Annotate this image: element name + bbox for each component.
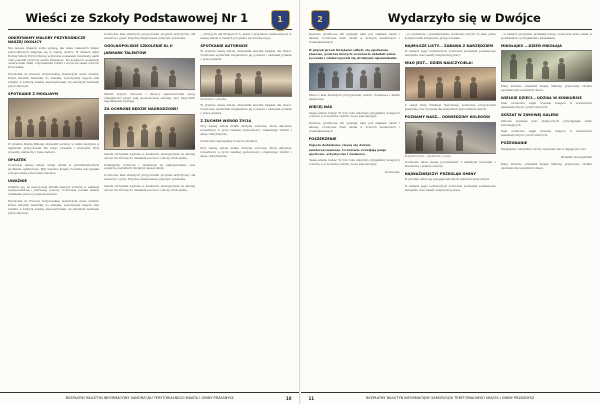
paragraph: Uczniowie klas starszych przygotowali program artystyczny dla seniorów i gości. Wspólne świętowanie połączyło pokolenia.: [104, 173, 196, 182]
photo-award-ceremony: [104, 114, 195, 150]
photo-poet-meeting: [405, 122, 496, 154]
paragraph: W grudniu odbył się przegląd szkolnych talentów muzycznych.: [404, 177, 491, 182]
left-col-2: [104, 33, 195, 390]
paragraph: Pierwsze grudniowe dni upłynęły nam pod znakiem nauki i zabawy. Uczniowie brali udział w licznych konkursach i przedstawieniach.: [308, 33, 400, 44]
heading: OPŁATEK: [8, 158, 27, 162]
right-col-1: [309, 33, 400, 390]
left-col-1: [8, 33, 99, 390]
paragraph: W grudniu naszą szkołę odwiedziła autorka książek dla dzieci. Uczniowie wysłuchali fragmentów jej powieści i zadawali pytania o pracę pisarza.: [200, 49, 292, 62]
paragraph: Młodzi artyści, tancerze i muzycy zaprezentowali swoje umiejętności przed całą społecznością szkolną. Jury nagrodziło najciekawsze występy.: [104, 91, 196, 104]
signature: Uczniowie: [384, 169, 400, 174]
page-gutter: [299, 0, 301, 404]
heading: SKRZAT W ZIMOWEJ GALERII: [500, 113, 559, 118]
paragraph: Szkoła otrzymała nagrodę w konkursie ekologicznym za zbiórkę surowców wtórnych i działania na rzecz ochrony środowiska.: [104, 151, 196, 160]
lead-paragraph: Zajęcia dodatkowe cieszą się dużym zainteresowaniem. Uczniowie rozwijają pasje sportowe, artystyczne i naukowe.: [308, 143, 387, 156]
paragraph: Nasi uczniowie zajęli wysokie miejsca w konkursach matematycznych i przyrodniczych.: [500, 129, 593, 138]
right-page: [301, 0, 600, 404]
paragraph: W grudniu naszą szkołę odwiedziła autorka książek dla dzieci. Uczniowie wysłuchali fragmentów jej powieści i zadawali pytania o pracę pisarza.: [200, 103, 292, 116]
paragraph: Ostatnio się, że nauczyciele szkolili naszych uczniów w zakresie bezpieczeństwa i pierwszej pomocy. Uczniowie poznali zasady udzielania pomocy poszkodowanym.: [8, 184, 100, 197]
paragraph: W grudniu Szkołę Mikołaj odwiedził uczniów w całym budynku, a najmłodsi przygotowali dla niego piosenki i wierszyki. Były prezenty, uśmiechy i wiele radości.: [8, 142, 100, 155]
paragraph: Nasza szkoła rośnie! W tym roku szkolnym przyjęliśmy kolejnych uczniów, a w budynku otwarto nowe sale lekcyjne.: [308, 158, 400, 166]
left-page-columns: [8, 33, 292, 390]
paragraph: …w ramach programu profilaktycznego uczniowie brali udział w spotkaniach z policjantami i strażakami.: [500, 33, 593, 40]
left-col-3: [200, 33, 291, 390]
paragraph: Uczniowie mieli okazję porozmawiać z lokalnymi twórcami o literaturze i pisaniu wierszy.: [404, 160, 496, 168]
heading: POŻEGNANIE: [500, 141, 528, 146]
heading: JARMARK TALENTÓW: [104, 51, 147, 56]
heading: ZA OCHRONĘ BĘDZIE NAGRODZONE!: [104, 107, 179, 112]
paragraph: …po konkursie i przedstawieniu uczniowie wrócili do klas, gdzie kontynuowali świąteczne przygotowania.: [404, 33, 496, 40]
paragraph: Nasza szkoła rośnie! W tym roku szkolnym przyjęliśmy kolejnych uczniów, a w budynku otwarto nowe sale lekcyjne.: [308, 110, 400, 119]
paragraph: Dziękujemy rodzicom i opiekunom za zaangażowanie oraz wsparcie wszystkich inicjatyw naszej szkoły.: [104, 162, 196, 171]
heading: NAJWAŻNIEJSZY! PRZEGLĄD GMINY: [404, 171, 477, 176]
heading: POZNAMY NASZ… ODWIEDZINY KOLEGÓW: [404, 115, 490, 120]
paragraph: Dziękujemy wszystkim, którzy wspierali nas w mijającym roku.: [500, 146, 587, 151]
heading: ODKRYWAMY MALORY PRZYRODNICZE NASZEJ OKOLICY: [8, 36, 86, 45]
photo-santa-visit: [501, 50, 592, 82]
paragraph: Wycieczka do Puszczy Kurpiowskiej dostarczyła wielu wrażeń. Dzieci zbierały materiały do zielnika, wykonywały zdjęcia oraz notatki, a zdobytą wiedzę zaprezentowały na szkolnym festiwalu przyrodniczym.: [8, 72, 100, 88]
heading: MIKOŁAJKI! …DZIEŃ MIKOŁAJA: [500, 43, 562, 48]
paragraph: Szkoła otrzymała nagrodę w konkursie ekologicznym za zbiórkę surowców wtórnych i działania na rzecz ochrony środowiska.: [104, 184, 196, 193]
footer-text: BEZPŁATNY BIULETYN INFORMACYJNY SAMORZĄDU TERYTORIALNEGO MIASTA I GMINY PRZASNYSZ: [366, 396, 535, 400]
school-crest-icon: 2: [311, 10, 330, 31]
heading: WIĘCEJ NAS: [308, 105, 333, 110]
paragraph: Klasy młodsze odwiedził Święty Mikołaj, przynosząc słodkie upominki dla wszystkich dzieci.: [500, 161, 593, 170]
right-page-header: [309, 7, 593, 30]
right-page-footer: [301, 392, 600, 404]
paragraph: Uczniowie klas starszych przygotowali program artystyczny dla seniorów i gości. Wspólne świętowanie połączyło pokolenia.: [104, 33, 196, 40]
paragraph: Wycieczka do Puszczy Kurpiowskiej dostarczyła wielu wrażeń. Dzieci zbierały materiały do zielnika, wykonywały zdjęcia oraz notatki, a zdobytą wiedzę zaprezentowały na szkolnym festiwalu przyrodniczym.: [8, 199, 100, 215]
photo-class-party: [309, 63, 400, 91]
photo-author-meeting: [200, 65, 291, 97]
page-number: 11: [308, 396, 315, 401]
photo-caption: Spotkanie z pisarką: [200, 97, 227, 101]
left-page-footer: [0, 392, 300, 404]
paragraph: Nasi uczniowie zajęli wysokie miejsca w konkursach matematycznych i przyrodniczych.: [500, 101, 593, 110]
photo-caption: Poetycki dzień… Spotkanie z poetą: [404, 154, 451, 158]
paragraph: W ramach zajęć technicznych uczniowie poznawali podstawowe narzędzia oraz zasady bezpiecznej pracy.: [404, 184, 496, 193]
heading: Z ZUCHEM WŚRÓD ZYCIA: [200, 119, 252, 124]
heading: WIELKIE DZIECI… UDZIAŁ W KONKURSIE: [500, 96, 582, 101]
paragraph: Klasy młodsze odwiedził Święty Mikołaj, przynosząc słodkie upominki dla wszystkich dzieci.: [500, 84, 593, 93]
footer-text: BEZPŁATNY BIULETYN INFORMACYJNY SAMORZĄDU TERYTORIALNEGO MIASTA I GMINY PRZASNYSZ: [65, 396, 234, 400]
paragraph: Serdecznie zapraszamy nowych członków.: [200, 139, 258, 144]
paragraph: Nie zawsze zdajemy sobie sprawę, jak wiele ciekawych miejsc przyrodniczych znajduje się w naszej okolicy. W ramach zajęć Dobrej Szkoły Przyrodniczej uczniowie poznawali rezerwaty, parki oraz pomniki przyrody gminy Przasnysz. Na kolejnych wyjazdach obserwowali ptaki, rozpoznawali rośliny i uczyli się zasad ochrony środowiska.: [8, 45, 100, 70]
paragraph: Uczniowie naszej szkoły wzięli udział w przedświątecznym spotkaniu opłatkowym. Były wspólne kolędy, życzenia oraz jasełka przygotowane przez klasy młodsze.: [8, 163, 100, 176]
lead-paragraph: W piątek przed Świętami odbyły się spotkania klasowe, podczas których uczniowie składali sobie życzenia i obdarowywali się drobnymi upominkami.: [308, 47, 398, 61]
paragraph: Pierwsze grudniowe dni upłynęły nam pod znakiem nauki i zabawy. Uczniowie brali udział w licznych konkursach i przedstawieniach.: [308, 121, 400, 134]
paragraph: …„Przygody dla Przyjaciół” to jeden z projektów realizowanych w naszej szkole w ramach programu wychowawczego.: [200, 33, 292, 40]
paragraph: Przy naszej szkole działa drużyna zuchowa, która aktywnie uczestniczy w życiu lokalnej społeczności, organizując zbiórki i akcje charytatywne.: [200, 124, 292, 137]
paragraph: Zimowa wystawa prac plastycznych przyciągnęła wielu zwiedzających.: [500, 118, 593, 127]
heading: UWAŻNIE: [8, 179, 27, 184]
right-page-title: Wydarzyło się w Dwójce: [387, 11, 541, 25]
heading: MIŁO JEST… DZIEŃ NAUCZYCIELA!: [404, 61, 473, 66]
left-page-title: Wieści ze Szkoły Podstawowej Nr 1: [25, 11, 249, 25]
school-crest-icon: 1: [271, 10, 290, 31]
photo-talent-show: [104, 58, 195, 90]
paragraph: Z okazji Dnia Edukacji Narodowej uczniowie przygotowali akademię oraz życzenia dla wszystkich pracowników szkoły.: [404, 103, 496, 112]
heading: POSZERZENIE: [308, 137, 337, 142]
right-page-columns: [309, 33, 593, 390]
paragraph: Przy naszej szkole działa drużyna zuchowa, która aktywnie uczestniczy w życiu lokalnej społeczności, organizując zbiórki i akcje charytatywne.: [200, 146, 292, 158]
heading: SPOTKANIE Z MOGLIAYM: [8, 91, 59, 96]
signature: Wioletta Szczepańska: [561, 154, 593, 159]
paragraph: W ramach zajęć technicznych uczniowie poznawali podstawowe narzędzia oraz zasady bezpiecznej pracy.: [404, 49, 496, 58]
left-page-header: [8, 7, 292, 30]
page-number: 10: [285, 396, 292, 401]
right-col-3: [501, 33, 592, 390]
heading: SPOTKANIE AUTORSKIE: [200, 43, 248, 48]
photo-children-group: [8, 98, 99, 140]
heading: NAJMILSZE LISTY… ZABAWA Z NARZĘDZIEM: [404, 43, 494, 48]
heading: OGÓLNOPOLSKIE SZKOLENIE KL II: [104, 43, 173, 48]
paragraph: Dzieci z klas młodszych przygotowały ozdoby choinkowe i kartki świąteczne.: [308, 93, 400, 102]
photo-teachers-day: [405, 67, 496, 101]
right-col-2: [405, 33, 496, 390]
